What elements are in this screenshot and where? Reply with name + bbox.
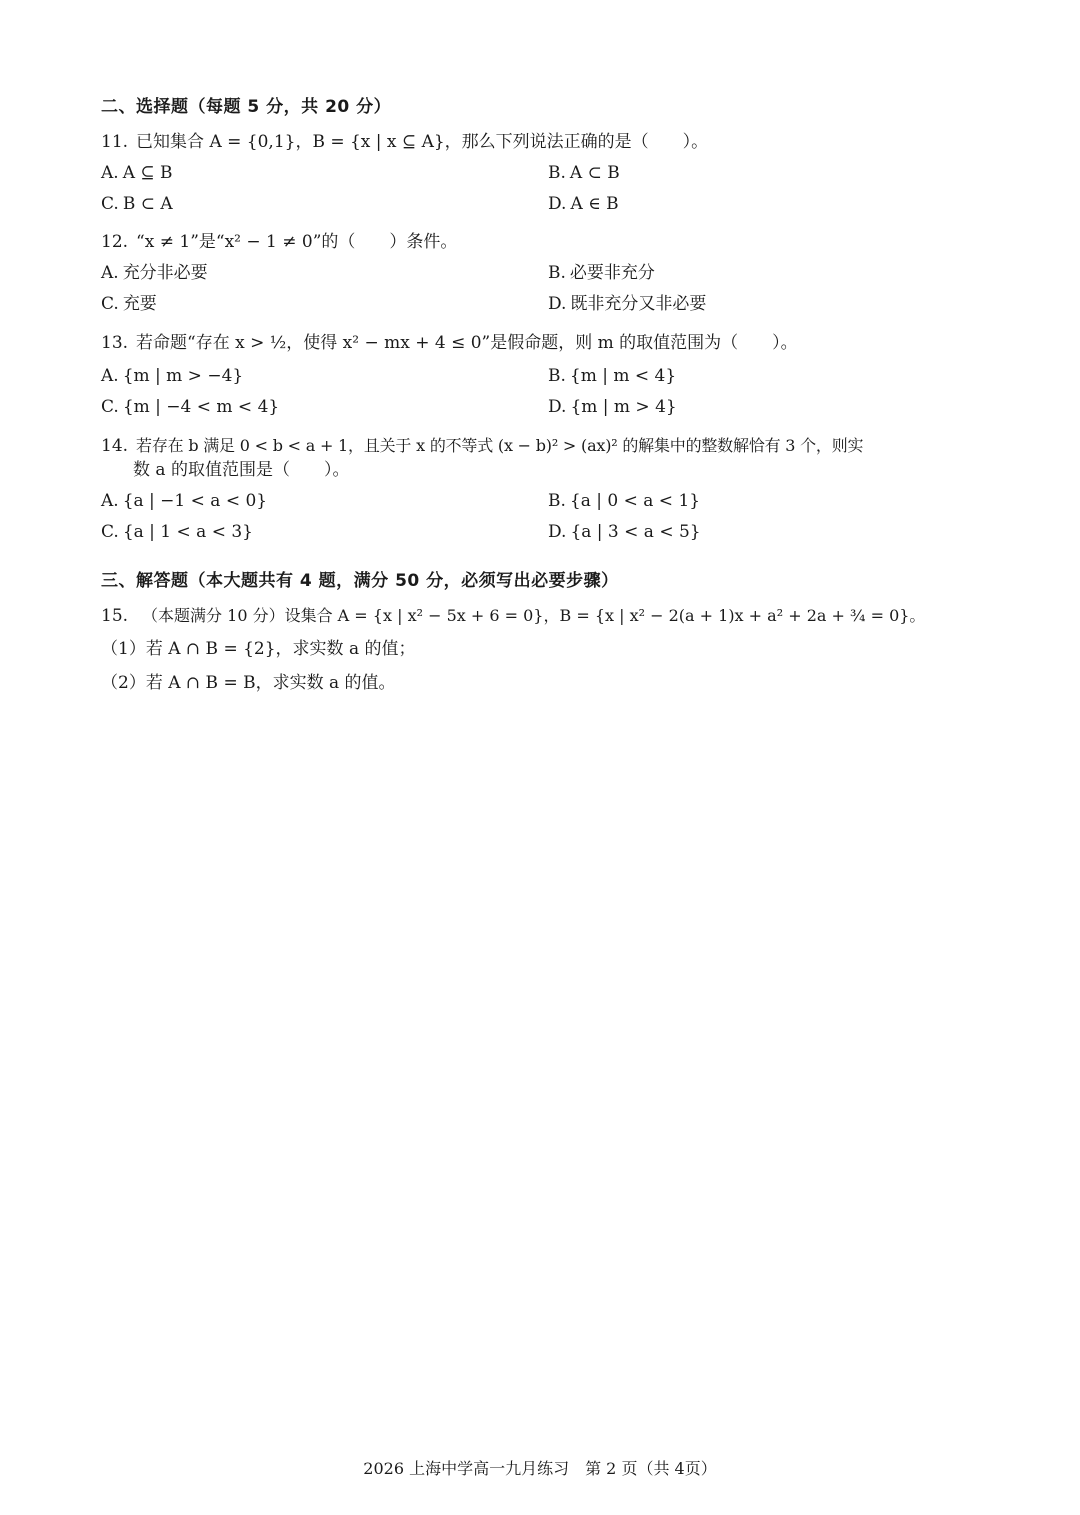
question-15-part-1: （1）若 A ∩ B = {2}，求实数 a 的值； (101, 639, 416, 659)
option-d: D. {m | m > 4} (548, 397, 677, 417)
page-footer: 2026 上海中学高一九月练习 第 2 页（共 4页） (363, 1459, 717, 1478)
question-number: 15. (101, 606, 129, 626)
question-12 (101, 230, 457, 254)
option-b: B. {a | 0 < a < 1} (548, 491, 701, 511)
option-c: C. 充要 (101, 294, 157, 314)
question-11 (101, 130, 708, 154)
section-title-choice: 二、选择题（每题 5 分，共 20 分） (101, 97, 392, 117)
option-d: D. {a | 3 < a < 5} (548, 522, 701, 542)
section-title-answer: 三、解答题（本大题共有 4 题，满分 50 分，必须写出必要步骤） (101, 571, 619, 591)
option-b: B. 必要非充分 (548, 263, 655, 283)
question-stem: （本题满分 10 分）设集合 A = {x | x² − 5x + 6 = 0}，B = {x | x² − 2(a + 1)x + a² + 2a + ¾ = 0}。 (142, 606, 926, 625)
option-b: B. {m | m < 4} (548, 366, 677, 386)
question-number: 11. (101, 132, 129, 152)
question-14 (101, 434, 863, 458)
option-a: A. A ⊆ B (101, 163, 173, 183)
question-stem: “x ≠ 1”是“x² − 1 ≠ 0”的（ ）条件。 (136, 232, 458, 252)
question-stem-continued: 数 a 的取值范围是（ ）。 (133, 460, 350, 480)
question-15 (101, 604, 925, 628)
option-c: C. {a | 1 < a < 3} (101, 522, 253, 542)
question-13 (101, 331, 798, 355)
question-stem: 若存在 b 满足 0 < b < a + 1，且关于 x 的不等式 (x − b)² > (ax)² 的解集中的整数解恰有 3 个，则实 (136, 436, 864, 455)
question-number: 12. (101, 232, 129, 252)
option-c: C. {m | −4 < m < 4} (101, 397, 280, 417)
option-d: D. 既非充分又非必要 (548, 294, 707, 314)
option-a: A. {a | −1 < a < 0} (101, 491, 268, 511)
question-number: 14. (101, 436, 129, 456)
option-a: A. 充分非必要 (101, 263, 208, 283)
question-15-part-2: （2）若 A ∩ B = B，求实数 a 的值。 (101, 673, 396, 693)
question-number: 13. (101, 333, 129, 353)
option-a: A. {m | m > −4} (101, 366, 244, 386)
question-stem: 若命题“存在 x > ½，使得 x² − mx + 4 ≤ 0”是假命题，则 m 的取值范围为（ ）。 (136, 333, 798, 353)
question-stem: 已知集合 A = {0,1}，B = {x | x ⊆ A}，那么下列说法正确的是（ ）。 (136, 132, 709, 152)
option-c: C. B ⊂ A (101, 194, 173, 214)
option-d: D. A ∈ B (548, 194, 619, 214)
option-b: B. A ⊂ B (548, 163, 620, 183)
